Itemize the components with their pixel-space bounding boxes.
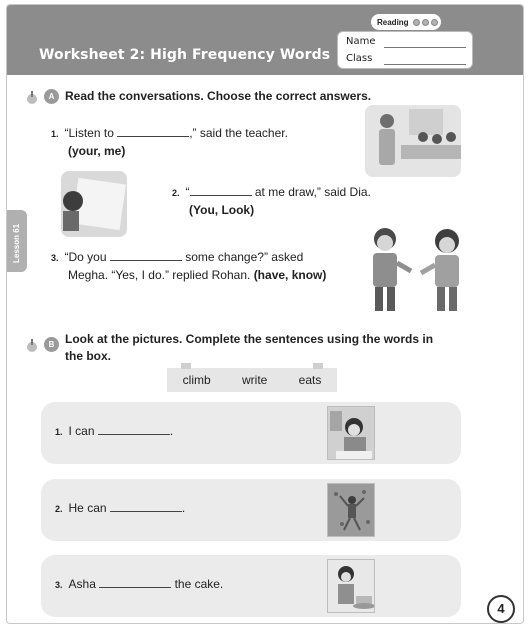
clip-icon <box>181 363 191 369</box>
question-1 <box>51 125 288 160</box>
question-number: 3. <box>51 253 59 263</box>
name-field[interactable] <box>384 47 466 48</box>
section-b-badge: B <box>44 337 59 352</box>
answer-blank[interactable] <box>99 578 171 588</box>
answer-options: (your, me) <box>68 144 126 158</box>
answer-blank[interactable] <box>190 186 252 196</box>
section-a-badge: A <box>44 89 59 104</box>
worksheet-page <box>6 4 524 624</box>
clip-icon <box>313 363 323 369</box>
section-b-heading-line: Look at the pictures. Complete the sentences using the words in <box>65 332 434 346</box>
level-dot-icon <box>431 19 438 26</box>
question-text: “ <box>185 185 190 199</box>
pencil-mascot-icon <box>25 91 39 105</box>
sentence-after: the cake. <box>174 577 224 591</box>
question-text: Megha. “Yes, I do.” replied Rohan. <box>68 268 251 282</box>
question-text: ,” said the teacher. <box>189 126 288 140</box>
sentence-strip-1 <box>41 402 461 464</box>
class-label: Class <box>346 53 373 64</box>
sentence-text <box>55 577 223 591</box>
question-number: 2. <box>172 188 180 198</box>
sentence-strip-3 <box>41 555 461 617</box>
sentence-after: . <box>181 501 186 515</box>
word-option: climb <box>182 373 211 387</box>
lesson-label: Lesson 61 <box>12 223 21 263</box>
classroom-picture <box>365 105 461 177</box>
sentence-before: I can <box>68 424 95 438</box>
girl-eating-cake-picture <box>327 559 375 613</box>
reading-label: Reading <box>377 17 409 27</box>
reading-badge <box>371 14 441 30</box>
answer-blank[interactable] <box>110 502 182 512</box>
section-b-heading-line: the box. <box>65 349 112 363</box>
section-b-heading <box>65 331 433 365</box>
sentence-text <box>55 501 185 515</box>
answer-blank[interactable] <box>98 425 170 435</box>
section-a-heading: Read the conversations. Choose the correct answers. <box>65 89 372 103</box>
question-text: at me draw,” said Dia. <box>251 185 371 199</box>
name-label: Name <box>346 36 376 47</box>
level-dot-icon <box>413 19 420 26</box>
word-box <box>167 368 337 392</box>
answer-blank[interactable] <box>110 251 182 261</box>
pencil-mascot-icon <box>25 339 39 353</box>
word-option: write <box>241 373 268 387</box>
sentence-text <box>55 424 173 438</box>
boy-climbing-picture <box>327 483 375 537</box>
item-number: 2. <box>55 504 63 514</box>
worksheet-header <box>7 5 523 75</box>
name-class-box <box>337 31 473 69</box>
answer-options: (You, Look) <box>189 203 255 217</box>
question-text: “Listen to <box>64 126 114 140</box>
question-text: “Do you <box>64 250 107 264</box>
question-number: 1. <box>51 129 59 139</box>
level-dot-icon <box>422 19 429 26</box>
answer-blank[interactable] <box>117 127 189 137</box>
item-number: 3. <box>55 580 63 590</box>
girl-writing-picture <box>327 406 375 460</box>
answer-options: (have, know) <box>253 268 327 282</box>
question-2 <box>172 184 371 219</box>
sentence-strip-2 <box>41 479 461 541</box>
question-3 <box>51 249 326 284</box>
drawing-picture <box>61 171 127 237</box>
sentence-before: He can <box>68 501 107 515</box>
question-text: some change?” asked <box>181 250 304 264</box>
page-number: 4 <box>487 595 515 623</box>
item-number: 1. <box>55 427 63 437</box>
sentence-before: Asha <box>68 577 96 591</box>
sentence-after: . <box>169 424 174 438</box>
worksheet-title: Worksheet 2: High Frequency Words <box>39 47 331 63</box>
class-field[interactable] <box>384 64 466 65</box>
boy-girl-talking-picture <box>363 221 473 313</box>
word-option: eats <box>298 373 322 387</box>
